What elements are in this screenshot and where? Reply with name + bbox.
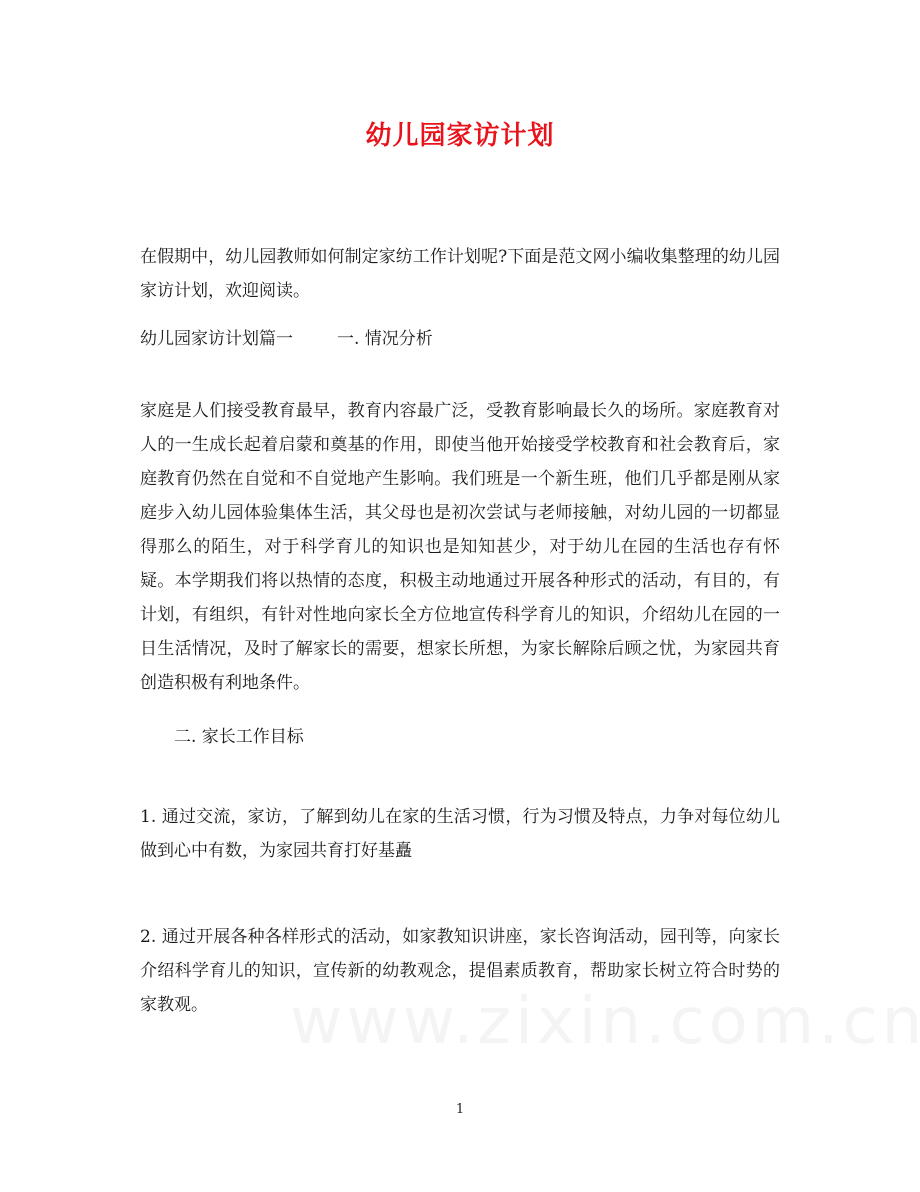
intro-text: 在假期中，幼儿园教师如何制定家纺工作计划呢?下面是范文网小编收集整理的幼儿园家访计划，欢迎阅读。 — [140, 247, 780, 301]
section-heading-1-line — [140, 322, 780, 356]
goal-item-1-text: 1. 通过交流，家访，了解到幼儿在家的生活习惯，行为习惯及特点，力争对每位幼儿做到心中有数，为家园共育打好基矗 — [140, 807, 780, 861]
intro-paragraph — [140, 240, 780, 308]
page-title: 幼儿园家访计划 — [365, 121, 555, 151]
page-number: 1 — [455, 1102, 465, 1117]
analysis-text: 家庭是人们接受教育最早，教育内容最广泛，受教育影响最长久的场所。家庭教育对人的一生成长起着启蒙和奠基的作用，即使当他开始接受学校教育和社会教育后，家庭教育仍然在自觉和不自觉地产生影响。我们班是一个新生班，他们几乎都是刚从家庭步入幼儿园体验集体生活，其父母也是初次尝试与老师接触，对幼儿园的一切都显得那么的陌生，对于科学育儿的知识也是知知甚少，对于幼儿在园的生活也存有怀疑。本学期我们将以热情的态度，积极主动地通过开展各种形式的活动，有目的，有计划，有组织，有针对性地向家长全方位地宣传科学育儿的知识，介绍幼儿在园的一日生活情况，及时了解家长的需要，想家长所想，为家长解除后顾之忧，为家园共育创造积极有利地条件。 — [140, 401, 780, 693]
plan-part-label: 幼儿园家访计划篇一 — [140, 329, 293, 349]
watermark — [290, 985, 920, 1059]
goal-item-2-text: 2. 通过开展各种各样形式的活动，如家教知识讲座，家长咨询活动，园刊等，向家长介绍科学育儿的知识，宣传新的幼教观念，提倡素质教育，帮助家长树立符合时势的家教观。 — [140, 927, 780, 1015]
section-heading-2 — [140, 720, 780, 754]
section-heading-1 — [140, 322, 780, 356]
situation-analysis-heading: 一. 情况分析 — [337, 329, 433, 349]
parent-work-goals-heading: 二. 家长工作目标 — [174, 727, 304, 747]
goal-item-1 — [140, 800, 780, 868]
analysis-paragraph — [140, 394, 780, 700]
